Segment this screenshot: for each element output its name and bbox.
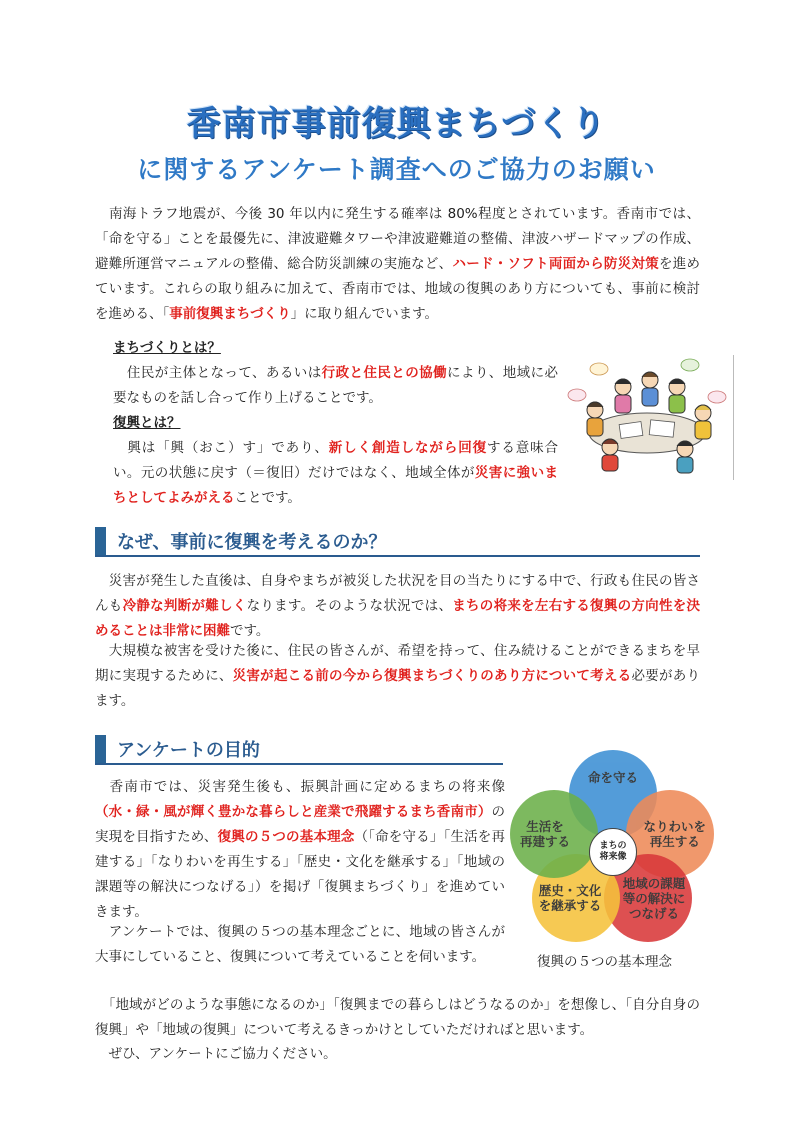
- purpose-paragraph-1: [95, 775, 505, 925]
- petal-label: なりわいを 再生する: [643, 819, 706, 849]
- section-heading-why: [95, 527, 700, 557]
- purpose-paragraph-2: アンケートでは、復興の５つの基本理念ごとに、地域の皆さんが大事にしていること、復興について考えていることを伺います。: [95, 924, 505, 965]
- intro-paragraph: [95, 202, 700, 327]
- why-highlight: まちの将来を左右する復興の方向性を決めることは非常に困難: [95, 598, 701, 639]
- why-text: です。: [230, 623, 270, 639]
- purpose-text: 香南市では、災害発生後も、振興計画に定めるまちの将来像: [95, 779, 505, 795]
- heading-text: アンケートの目的: [117, 740, 260, 761]
- petal-label: 地域の課題 等の解決に つなげる: [622, 875, 686, 921]
- definition-highlight: 新しく創造しながら回復: [328, 440, 487, 456]
- section-heading-purpose: [95, 735, 503, 765]
- definition-question-machizukuri: まちづくりとは？: [113, 340, 221, 356]
- diagram-caption: 復興の５つの基本理念: [537, 954, 672, 970]
- center-label: まちの 将来像: [599, 841, 627, 862]
- heading-bar: [95, 527, 106, 555]
- petal-rebuild-life: [510, 790, 598, 878]
- intro-text-3: 」に取り組んでいます。: [290, 306, 439, 322]
- five-principles-diagram: [508, 748, 720, 948]
- definition-answer-fukkou: [113, 436, 558, 511]
- purpose-paragraph-3: 「地域がどのような事態になるのか」「復興までの暮らしはどうなるのか」を想像し、「自分自身の復興」や「地域の復興」について考えるきっかけとしていただければと思います。: [95, 997, 700, 1038]
- why-text: 必要があります。: [95, 668, 700, 709]
- why-highlight: 災害が起こる前の今から復興まちづくりのあり方について考える: [232, 668, 632, 684]
- definition-text: ことです。: [234, 490, 301, 506]
- why-text: 災害が発生した直後は、自身やまちが被災した状況を目の当たりにする中で、行政も住民の皆さんも: [95, 573, 700, 614]
- definition-text: 住民が主体となって、あるいは: [113, 365, 322, 381]
- intro-highlight-2: 事前復興まちづくり: [169, 306, 291, 322]
- why-highlight: 冷静な判断が難しく: [122, 598, 247, 614]
- intro-text-2: を進めています。これらの取り組みに加えて、香南市では、地域の復興のあり方についても、事前に検討を進める、「: [95, 256, 701, 322]
- page-subtitle: に関するアンケート調査へのご協力のお願い: [137, 155, 656, 184]
- definition-highlight: 災害に強いまちとしてよみがえる: [113, 465, 558, 506]
- definition-text: する意味合い。元の状態に戻す（＝復旧）だけではなく、地域全体が: [113, 440, 559, 481]
- definition-highlight: 行政と住民との協働: [321, 365, 448, 381]
- definitions-block: [113, 336, 558, 511]
- purpose-paragraph-4: ぜひ、アンケートにご協力ください。: [95, 1046, 337, 1062]
- definition-text: により、地域に必要なものを話し合って作り上げることです。: [113, 365, 559, 406]
- why-paragraph-2: [95, 639, 700, 714]
- center-future-vision: [589, 828, 637, 876]
- heading-bar: [95, 735, 106, 763]
- petal-label: 生活を 再建する: [520, 819, 571, 849]
- purpose-text: （「命を守る」「生活を再建する」「なりわいを再生する」「歴史・文化を継承する」「地域の課題等の解決につなげる」）を掲げ「復興まちづくり」を進めていきます。: [95, 829, 505, 920]
- definition-answer-machizukuri: [113, 361, 558, 411]
- page-title: 香南市事前復興まちづくり: [186, 104, 607, 144]
- definition-text: 興は「興（おこ）す」であり、: [113, 440, 329, 456]
- divider: [733, 355, 734, 480]
- definition-question-fukkou: 復興とは？: [113, 415, 181, 431]
- why-text: なります。そのような状況では、: [246, 598, 453, 614]
- purpose-text: の実現を目指すため、: [95, 804, 505, 845]
- community-meeting-illustration: [565, 355, 730, 475]
- heading-text: なぜ、事前に復興を考えるのか？: [117, 532, 387, 553]
- petal-label: 命を守る: [587, 770, 638, 785]
- intro-text-1: 南海トラフ地震が、今後 30 年以内に発生する確率は 80%程度とされています。香南市では、「命を守る」ことを最優先に、津波避難タワーや津波避難道の整備、津波ハザードマップの作成、避難所運営マニュアルの整備、総合防災訓練の実施など、: [95, 206, 700, 272]
- intro-highlight-1: ハード・ソフト両面から防災対策: [452, 256, 659, 272]
- why-paragraph-1: [95, 569, 700, 644]
- purpose-highlight: （水・緑・風が輝く豊かな暮らしと産業で飛躍するまち香南市）: [95, 804, 492, 820]
- why-text: 大規模な被害を受けた後に、住民の皆さんが、希望を持って、住み続けることができるまちを早期に実現するために、: [95, 643, 700, 684]
- purpose-highlight: 復興の５つの基本理念: [217, 829, 355, 845]
- petal-label: 歴史・文化 を継承する: [538, 883, 602, 913]
